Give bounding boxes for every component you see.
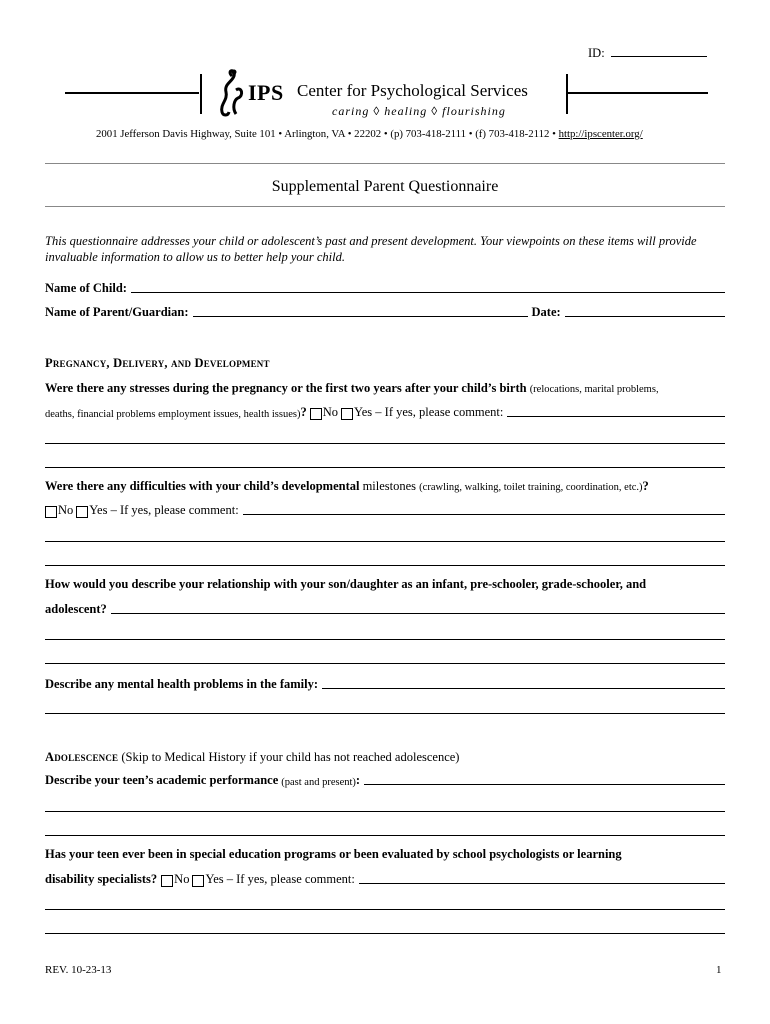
page-number: 1 <box>716 964 722 976</box>
q3-text-cont: adolescent? <box>45 602 107 616</box>
q6-comment-line-3[interactable] <box>45 933 725 934</box>
child-name-input[interactable] <box>131 291 725 293</box>
q2-comment-line-2[interactable] <box>45 541 725 542</box>
q2-text: Were there any difficulties with your child’s developmental <box>45 479 360 493</box>
q1-yes-checkbox[interactable] <box>341 408 353 420</box>
header-bar-right <box>566 74 568 114</box>
q1-line2 <box>45 405 725 420</box>
q4-answer-line-2[interactable] <box>45 713 725 714</box>
q1-no-checkbox[interactable] <box>310 408 322 420</box>
parent-name-label: Name of Parent/Guardian: <box>45 305 189 319</box>
title-rule-bottom <box>45 206 725 207</box>
q2-no-checkbox[interactable] <box>45 506 57 518</box>
q2-no-label: No <box>58 503 74 517</box>
q6-comment-line-2[interactable] <box>45 909 725 910</box>
header-rule-left <box>65 92 199 94</box>
q3-answer-input[interactable] <box>111 612 725 614</box>
child-name-row[interactable] <box>45 281 725 296</box>
q1-comment-line-2[interactable] <box>45 443 725 444</box>
q6-line2 <box>45 872 725 887</box>
address-line <box>96 128 643 140</box>
q2-comment-input[interactable] <box>243 513 725 515</box>
q3-line2 <box>45 602 725 617</box>
q6-no-label: No <box>174 872 190 886</box>
header-bar-left <box>200 74 202 114</box>
date-input[interactable] <box>565 315 725 317</box>
q5-answer-line-3[interactable] <box>45 835 725 836</box>
q1-examples-cont: deaths, financial problems employment issues, health issues) <box>45 409 301 420</box>
q6-yes-label: Yes – If yes, please comment: <box>205 872 355 886</box>
parent-name-row[interactable] <box>45 305 725 320</box>
q3-answer-line-3[interactable] <box>45 663 725 664</box>
q1-line1 <box>45 381 659 396</box>
header-rule-right <box>568 92 708 94</box>
website-link[interactable]: http://ipscenter.org/ <box>558 128 643 140</box>
intro-text: This questionnaire addresses your child or adolescent’s past and present development. Your viewpoints on these items will provide invaluable information to allow us to better help your child. <box>45 234 697 264</box>
q6-yes-checkbox[interactable] <box>192 875 204 887</box>
q5-colon: : <box>355 773 361 787</box>
section-heading-adolescence-row <box>45 750 459 765</box>
section-heading-pregnancy: Pregnancy, Delivery, and Development <box>45 356 270 370</box>
q1-comment-line-3[interactable] <box>45 467 725 468</box>
q2-line1 <box>45 479 649 494</box>
q3-answer-line-2[interactable] <box>45 639 725 640</box>
q2-text-plain: milestones <box>362 479 417 493</box>
q6-text-cont: disability specialists? <box>45 872 158 886</box>
title-rule-top <box>45 163 725 164</box>
revision-label: REV. 10-23-13 <box>45 964 112 976</box>
q2-question-mark: ? <box>642 479 649 493</box>
q2-line2 <box>45 503 725 518</box>
q2-yes-label: Yes – If yes, please comment: <box>89 503 239 517</box>
tagline: caring ◊ healing ◊ flourishing <box>332 104 506 118</box>
q6-line1: Has your teen ever been in special education programs or been evaluated by school psychologists or learning <box>45 847 622 861</box>
org-name: Center for Psychological Services <box>297 81 528 100</box>
address-text: 2001 Jefferson Davis Highway, Suite 101 • Arlington, VA • 22202 • (p) 703-418-2111 • (f) 703-418-2112 • <box>96 128 556 140</box>
q1-text: Were there any stresses during the pregnancy or the first two years after your child’s birth <box>45 381 527 395</box>
q5-text: Describe your teen’s academic performance <box>45 773 279 787</box>
id-field[interactable] <box>588 46 707 61</box>
section-heading-adolescence: Adolescence <box>45 750 119 764</box>
q1-examples: (relocations, marital problems, <box>529 384 659 395</box>
ips-logo <box>214 68 294 120</box>
logo-text: IPS <box>248 80 284 105</box>
q2-yes-checkbox[interactable] <box>76 506 88 518</box>
adolescence-note: (Skip to Medical History if your child has not reached adolescence) <box>121 750 460 764</box>
q5-answer-input[interactable] <box>364 783 725 785</box>
page-title: Supplemental Parent Questionnaire <box>271 178 499 195</box>
child-name-label: Name of Child: <box>45 281 127 295</box>
q4-text: Describe any mental health problems in the family: <box>45 677 319 691</box>
date-label: Date: <box>531 305 561 319</box>
q5-row <box>45 773 725 788</box>
q6-comment-input[interactable] <box>359 882 725 884</box>
q4-row <box>45 677 725 692</box>
id-label: ID: <box>588 46 605 60</box>
q2-examples: (crawling, walking, toilet training, coordination, etc.) <box>419 482 643 493</box>
q4-answer-input[interactable] <box>322 687 725 689</box>
q2-comment-line-3[interactable] <box>45 565 725 566</box>
q1-yes-label: Yes – If yes, please comment: <box>353 405 504 419</box>
q1-question-mark: ? <box>300 405 307 419</box>
q1-comment-input[interactable] <box>507 415 725 417</box>
parent-name-input[interactable] <box>193 316 528 317</box>
q5-note: (past and present) <box>281 777 356 788</box>
q5-answer-line-2[interactable] <box>45 811 725 812</box>
q6-no-checkbox[interactable] <box>161 875 173 887</box>
q1-no-label: No <box>322 405 338 419</box>
q3-line1: How would you describe your relationship with your son/daughter as an infant, pre-schooler, grade-schooler, and <box>45 577 647 591</box>
